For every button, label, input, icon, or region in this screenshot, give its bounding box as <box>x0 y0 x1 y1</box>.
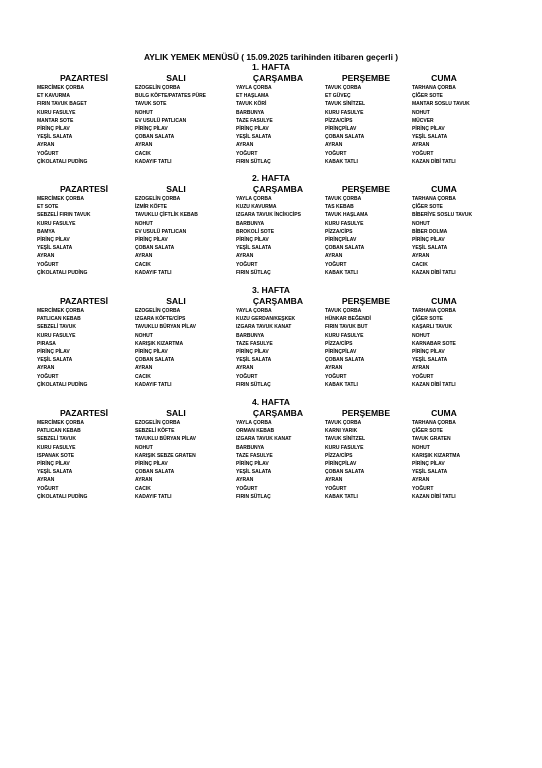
menu-item: AYRAN <box>37 253 55 260</box>
menu-item: NOHUT <box>135 444 153 451</box>
week-block <box>0 285 542 389</box>
menu-item: PİRİNÇ PİLAV <box>135 348 168 355</box>
menu-item: PİRİNÇ PİLAV <box>412 125 445 132</box>
menu-item: IZGARA TAVUK KANAT <box>236 436 292 443</box>
day-header: SALI <box>166 296 186 306</box>
menu-rows <box>0 307 542 389</box>
menu-item: EZOGELİN ÇORBA <box>135 420 181 426</box>
menu-item: İZMİR KÖFTE <box>135 204 167 211</box>
menu-item: YOĞURT <box>412 150 434 157</box>
menu-item: FIRIN SÜTLAÇ <box>236 493 271 500</box>
day-header: SALI <box>166 408 186 418</box>
day-header-row <box>0 408 542 419</box>
menu-item: YOĞURT <box>236 150 258 157</box>
day-header-row <box>0 184 542 195</box>
menu-item: IZGARA TAVUK KANAT <box>236 324 292 331</box>
menu-item: YOĞURT <box>325 373 347 380</box>
menu-item: TAS KEBAB <box>325 204 354 211</box>
menu-rows <box>0 84 542 166</box>
menu-rows <box>0 419 542 501</box>
week-title: 3. HAFTA <box>251 285 291 295</box>
menu-item: SEBZELİ FIRIN TAVUK <box>37 212 91 219</box>
menu-item: MÜCVER <box>412 117 434 124</box>
menu-row <box>0 468 542 476</box>
menu-item: YEŞİL SALATA <box>236 245 272 252</box>
menu-row <box>0 323 542 331</box>
menu-item: AYRAN <box>135 142 153 149</box>
day-header: PAZARTESİ <box>59 73 109 83</box>
menu-item: AYRAN <box>325 365 343 372</box>
menu-item: FIRIN SÜTLAÇ <box>236 269 271 276</box>
menu-item: AYRAN <box>412 477 430 484</box>
week-title: 2. HAFTA <box>251 173 291 183</box>
menu-row <box>0 228 542 236</box>
day-header: PERŞEMBE <box>341 184 391 194</box>
menu-row <box>0 133 542 141</box>
menu-item: TAZE FASULYE <box>236 117 273 124</box>
menu-item: KADAYIF TATLI <box>135 269 172 276</box>
menu-row <box>0 150 542 158</box>
menu-item: PİZZA/CİPS <box>325 340 353 347</box>
menu-item: PIRASA <box>37 340 56 347</box>
menu-row <box>0 460 542 468</box>
menu-item: CACIK <box>135 485 151 492</box>
menu-item: PİRİNÇPİLAV <box>325 125 357 132</box>
menu-item: KABAK TATLI <box>325 269 358 276</box>
menu-item: ÇOBAN SALATA <box>325 357 365 364</box>
menu-item: YEŞİL SALATA <box>412 357 448 364</box>
menu-item: PİZZA/CİPS <box>325 228 353 235</box>
menu-row <box>0 220 542 228</box>
menu-item: BROKOLİ SOTE <box>236 228 275 235</box>
menu-item: TAVUK ÇORBA <box>325 196 362 202</box>
menu-item: YEŞİL SALATA <box>37 357 73 364</box>
menu-item: ÇOBAN SALATA <box>325 134 365 141</box>
menu-item: ÇİĞER SOTE <box>412 93 443 100</box>
menu-item: BARBUNYA <box>236 109 265 116</box>
menu-row <box>0 485 542 493</box>
menu-item: TAZE FASULYE <box>236 452 273 459</box>
menu-item: PİZZA/CİPS <box>325 117 353 124</box>
menu-row <box>0 348 542 356</box>
menu-row <box>0 117 542 125</box>
menu-row <box>0 340 542 348</box>
menu-item: PİRİNÇ PİLAV <box>236 236 269 243</box>
menu-item: AYRAN <box>412 365 430 372</box>
day-header: SALI <box>166 184 186 194</box>
menu-item: IZGARA KÖFTE/CİPS <box>135 316 186 323</box>
menu-item: NOHUT <box>135 220 153 227</box>
menu-item: KURU FASULYE <box>37 220 76 227</box>
menu-item: PİRİNÇPİLAV <box>325 236 357 243</box>
menu-item: NOHUT <box>412 332 430 339</box>
menu-item: TAVUK HAŞLAMA <box>325 212 368 219</box>
menu-item: YOĞURT <box>236 485 258 492</box>
menu-row <box>0 373 542 381</box>
menu-item: CACIK <box>135 373 151 380</box>
menu-row <box>0 493 542 501</box>
menu-item: KAZAN DİBİ TATLI <box>412 269 456 276</box>
menu-item: YEŞİL SALATA <box>37 469 73 476</box>
menu-item: PİRİNÇ PİLAV <box>135 236 168 243</box>
week-block <box>0 397 542 501</box>
menu-item: TAVUK KÖRİ <box>236 101 267 108</box>
menu-item: AYRAN <box>412 142 430 149</box>
menu-item: ÇOBAN SALATA <box>325 469 365 476</box>
menu-item: ÇİKOLATALI PUDİNG <box>37 269 88 276</box>
menu-item: FIRIN TAVUK BAGET <box>37 101 87 108</box>
menu-item: AYRAN <box>236 477 254 484</box>
menu-item: AYRAN <box>135 253 153 260</box>
menu-item: YEŞİL SALATA <box>236 469 272 476</box>
menu-item: KURU FASULYE <box>37 109 76 116</box>
menu-row <box>0 109 542 117</box>
menu-item: KURU FASULYE <box>37 332 76 339</box>
menu-item: KURU FASULYE <box>325 332 364 339</box>
menu-item: KARIŞIK SEBZE GRATEN <box>135 452 196 459</box>
menu-item: PİRİNÇ PİLAV <box>37 348 70 355</box>
menu-row <box>0 211 542 219</box>
menu-item: ÇOBAN SALATA <box>135 245 175 252</box>
menu-row <box>0 244 542 252</box>
menu-item: PİRİNÇ PİLAV <box>37 125 70 132</box>
menu-row <box>0 356 542 364</box>
day-header: PERŞEMBE <box>341 73 391 83</box>
menu-item: YAYLA ÇORBA <box>236 85 272 91</box>
menu-row <box>0 364 542 372</box>
menu-item: PİRİNÇ PİLAV <box>135 125 168 132</box>
menu-item: EZOGELİN ÇORBA <box>135 85 181 91</box>
day-header: CUMA <box>431 73 457 83</box>
day-header: PAZARTESİ <box>59 408 109 418</box>
menu-item: NOHUT <box>412 109 430 116</box>
menu-item: ÇOBAN SALATA <box>135 469 175 476</box>
menu-item: TAVUK SOTE <box>135 101 167 108</box>
menu-item: ÇİKOLATALI PUDİNG <box>37 158 88 165</box>
day-header: CUMA <box>431 296 457 306</box>
menu-item: ET KAVURMA <box>37 93 70 100</box>
menu-item: ISPANAK SOTE <box>37 452 75 459</box>
menu-item: YOĞURT <box>412 373 434 380</box>
menu-item: YOĞURT <box>236 261 258 268</box>
menu-item: BARBUNYA <box>236 332 265 339</box>
day-header: PAZARTESİ <box>59 296 109 306</box>
menu-row <box>0 315 542 323</box>
menu-item: KAZAN DİBİ TATLI <box>412 493 456 500</box>
menu-item: KARNABAR SOTE <box>412 340 456 347</box>
menu-item: TARHANA ÇORBA <box>412 85 456 91</box>
menu-item: TAVUK SİNİTZEL <box>325 101 366 108</box>
menu-item: ET HAŞLAMA <box>236 93 269 100</box>
menu-item: TAVUKLU BÜRYAN PİLAV <box>135 436 197 443</box>
menu-item: KURU FASULYE <box>325 444 364 451</box>
menu-item: KURU FASULYE <box>325 220 364 227</box>
week-title: 4. HAFTA <box>251 397 291 407</box>
menu-item: PİRİNÇ PİLAV <box>412 236 445 243</box>
menu-item: PİZZA/CİPS <box>325 452 353 459</box>
menu-item: AYRAN <box>325 477 343 484</box>
menu-item: AYRAN <box>236 253 254 260</box>
menu-item: BİBERİYE SOSLU TAVUK <box>412 212 473 219</box>
menu-item: ÇİĞER SOTE <box>412 204 443 211</box>
menu-item: FIRIN TAVUK BUT <box>325 324 368 331</box>
menu-rows <box>0 195 542 277</box>
day-header: SALI <box>166 73 186 83</box>
menu-item: PATLICAN KEBAB <box>37 316 81 323</box>
menu-item: NOHUT <box>135 332 153 339</box>
menu-row <box>0 203 542 211</box>
menu-row <box>0 452 542 460</box>
menu-item: PATLICAN KEBAB <box>37 428 81 435</box>
menu-item: ÇİĞER SOTE <box>412 316 443 323</box>
menu-item: YEŞİL SALATA <box>37 134 73 141</box>
menu-item: PİRİNÇ PİLAV <box>412 460 445 467</box>
menu-item: ÇOBAN SALATA <box>325 245 365 252</box>
day-header: ÇARŞAMBA <box>252 408 304 418</box>
menu-item: ÇİĞER SOTE <box>412 428 443 435</box>
menu-row <box>0 252 542 260</box>
menu-item: ÇİKOLATALI PUDİNG <box>37 493 88 500</box>
menu-item: PİRİNÇ PİLAV <box>37 460 70 467</box>
menu-row <box>0 419 542 427</box>
menu-row <box>0 84 542 92</box>
menu-item: ORMAN KEBAB <box>236 428 275 435</box>
menu-item: YOĞURT <box>37 150 59 157</box>
menu-item: TAZE FASULYE <box>236 340 273 347</box>
menu-item: HÜNKAR BEĞENDİ <box>325 316 371 323</box>
week-block <box>0 173 542 277</box>
day-header: PAZARTESİ <box>59 184 109 194</box>
menu-item: TARHANA ÇORBA <box>412 420 456 426</box>
menu-item: ET GÜVEÇ <box>325 93 351 100</box>
menu-item: CACIK <box>135 261 151 268</box>
menu-item: ÇOBAN SALATA <box>135 134 175 141</box>
menu-item: KARIŞIK KIZARTMA <box>412 452 461 459</box>
menu-item: KADAYIF TATLI <box>135 158 172 165</box>
menu-item: BULG KÖFTE/PATATES PÜRE <box>135 93 207 100</box>
menu-item: BARBUNYA <box>236 444 265 451</box>
menu-item: TAVUKLU BÜRYAN PİLAV <box>135 324 197 331</box>
menu-item: NOHUT <box>412 220 430 227</box>
menu-row <box>0 381 542 389</box>
menu-item: PİRİNÇ PİLAV <box>236 348 269 355</box>
menu-item: EZOGELİN ÇORBA <box>135 308 181 314</box>
menu-item: YEŞİL SALATA <box>412 245 448 252</box>
menu-item: MERCİMEK ÇORBA <box>37 308 84 314</box>
menu-item: FIRIN SÜTLAÇ <box>236 381 271 388</box>
menu-item: TARHANA ÇORBA <box>412 308 456 314</box>
menu-row <box>0 332 542 340</box>
menu-item: BARBUNYA <box>236 220 265 227</box>
menu-item: AYRAN <box>135 477 153 484</box>
menu-item: YAYLA ÇORBA <box>236 308 272 314</box>
day-header: PERŞEMBE <box>341 296 391 306</box>
menu-item: KUZU KAVURMA <box>236 204 277 211</box>
day-header: CUMA <box>431 184 457 194</box>
menu-item: BAMYA <box>37 228 55 235</box>
day-header: CUMA <box>431 408 457 418</box>
menu-item: MERCİMEK ÇORBA <box>37 196 84 202</box>
menu-item: AYRAN <box>37 477 55 484</box>
menu-item: KABAK TATLI <box>325 493 358 500</box>
menu-item: KADAYIF TATLI <box>135 493 172 500</box>
menu-item: NOHUT <box>135 109 153 116</box>
day-header: PERŞEMBE <box>341 408 391 418</box>
menu-item: ÇOBAN SALATA <box>135 357 175 364</box>
menu-item: TAVUKLU ÇİFTLİK KEBAB <box>135 212 198 219</box>
menu-row <box>0 476 542 484</box>
menu-item: FIRIN SÜTLAÇ <box>236 158 271 165</box>
menu-item: IZGARA TAVUK İNCİK/CİPS <box>236 212 301 219</box>
menu-item: MANTAR SOTE <box>37 117 74 124</box>
menu-item: YEŞİL SALATA <box>37 245 73 252</box>
menu-item: YOĞURT <box>37 373 59 380</box>
day-header-row <box>0 296 542 307</box>
menu-item: KARNI YARIK <box>325 428 358 435</box>
menu-item: TAVUK ÇORBA <box>325 308 362 314</box>
menu-row <box>0 141 542 149</box>
menu-item: YEŞİL SALATA <box>412 134 448 141</box>
menu-item: YOĞURT <box>325 485 347 492</box>
menu-item: AYRAN <box>135 365 153 372</box>
menu-item: SEBZELİ TAVUK <box>37 324 76 331</box>
menu-item: YOĞURT <box>37 261 59 268</box>
menu-item: AYRAN <box>325 253 343 260</box>
menu-item: YOĞURT <box>412 485 434 492</box>
menu-item: KADAYIF TATLI <box>135 381 172 388</box>
menu-item: EV USULÜ PATLICAN <box>135 117 187 124</box>
day-header: ÇARŞAMBA <box>252 296 304 306</box>
menu-row <box>0 158 542 166</box>
menu-row <box>0 444 542 452</box>
menu-item: PİRİNÇ PİLAV <box>412 348 445 355</box>
menu-item: ÇİKOLATALI PUDİNG <box>37 381 88 388</box>
menu-item: TAVUK GRATEN <box>412 436 451 443</box>
menu-row <box>0 195 542 203</box>
menu-item: YEŞİL SALATA <box>412 469 448 476</box>
menu-item: SEBZELİ TAVUK <box>37 436 76 443</box>
menu-item: KAZAN DİBİ TATLI <box>412 381 456 388</box>
menu-item: CACIK <box>135 150 151 157</box>
menu-item: KUZU GERDAN/KEŞKEK <box>236 316 296 323</box>
menu-item: MANTAR SOSLU TAVUK <box>412 101 470 108</box>
menu-item: YEŞİL SALATA <box>236 357 272 364</box>
menu-row <box>0 236 542 244</box>
week-block <box>0 62 542 166</box>
day-header-row <box>0 73 542 84</box>
menu-row <box>0 92 542 100</box>
menu-item: YEŞİL SALATA <box>236 134 272 141</box>
menu-item: AYRAN <box>412 253 430 260</box>
menu-item: KURU FASULYE <box>325 109 364 116</box>
menu-item: BİBER DOLMA <box>412 228 448 235</box>
menu-item: PİRİNÇ PİLAV <box>236 460 269 467</box>
menu-row <box>0 307 542 315</box>
menu-item: KURU FASULYE <box>37 444 76 451</box>
menu-item: NOHUT <box>412 444 430 451</box>
document-title: AYLIK YEMEK MENÜSÜ ( 15.09.2025 tarihinden itibaren geçerli ) <box>143 52 399 62</box>
menu-item: YOĞURT <box>325 150 347 157</box>
menu-item: KARIŞIK KIZARTMA <box>135 340 184 347</box>
menu-item: ET SOTE <box>37 204 59 211</box>
menu-item: YOĞURT <box>325 261 347 268</box>
menu-row <box>0 427 542 435</box>
menu-row <box>0 435 542 443</box>
menu-row <box>0 100 542 108</box>
menu-item: TAVUK SİNİTZEL <box>325 436 366 443</box>
menu-item: YOĞURT <box>37 485 59 492</box>
menu-item: PİRİNÇ PİLAV <box>236 125 269 132</box>
menu-row <box>0 269 542 277</box>
menu-item: AYRAN <box>37 365 55 372</box>
menu-item: TARHANA ÇORBA <box>412 196 456 202</box>
menu-row <box>0 261 542 269</box>
menu-item: AYRAN <box>236 365 254 372</box>
menu-item: MERCİMEK ÇORBA <box>37 420 84 426</box>
menu-item: EV USULÜ PATLICAN <box>135 228 187 235</box>
week-title: 1. HAFTA <box>251 62 291 72</box>
menu-item: TAVUK ÇORBA <box>325 420 362 426</box>
menu-item: KABAK TATLI <box>325 158 358 165</box>
menu-item: PİRİNÇPİLAV <box>325 460 357 467</box>
menu-item: KAZAN DİBİ TATLI <box>412 158 456 165</box>
menu-item: PİRİNÇPİLAV <box>325 348 357 355</box>
menu-item: AYRAN <box>37 142 55 149</box>
menu-row <box>0 125 542 133</box>
menu-item: YAYLA ÇORBA <box>236 420 272 426</box>
day-header: ÇARŞAMBA <box>252 73 304 83</box>
menu-item: PİRİNÇ PİLAV <box>135 460 168 467</box>
menu-item: PİRİNÇ PİLAV <box>37 236 70 243</box>
menu-item: KAŞARLI TAVUK <box>412 324 453 331</box>
menu-item: EZOGELİN ÇORBA <box>135 196 181 202</box>
menu-item: AYRAN <box>236 142 254 149</box>
menu-item: CACIK <box>412 261 428 268</box>
menu-item: AYRAN <box>325 142 343 149</box>
menu-item: MERCİMEK ÇORBA <box>37 85 84 91</box>
menu-item: KABAK TATLI <box>325 381 358 388</box>
day-header: ÇARŞAMBA <box>252 184 304 194</box>
menu-item: YOĞURT <box>236 373 258 380</box>
menu-item: TAVUK ÇORBA <box>325 85 362 91</box>
menu-item: SEBZELİ KÖFTE <box>135 428 175 435</box>
menu-item: YAYLA ÇORBA <box>236 196 272 202</box>
